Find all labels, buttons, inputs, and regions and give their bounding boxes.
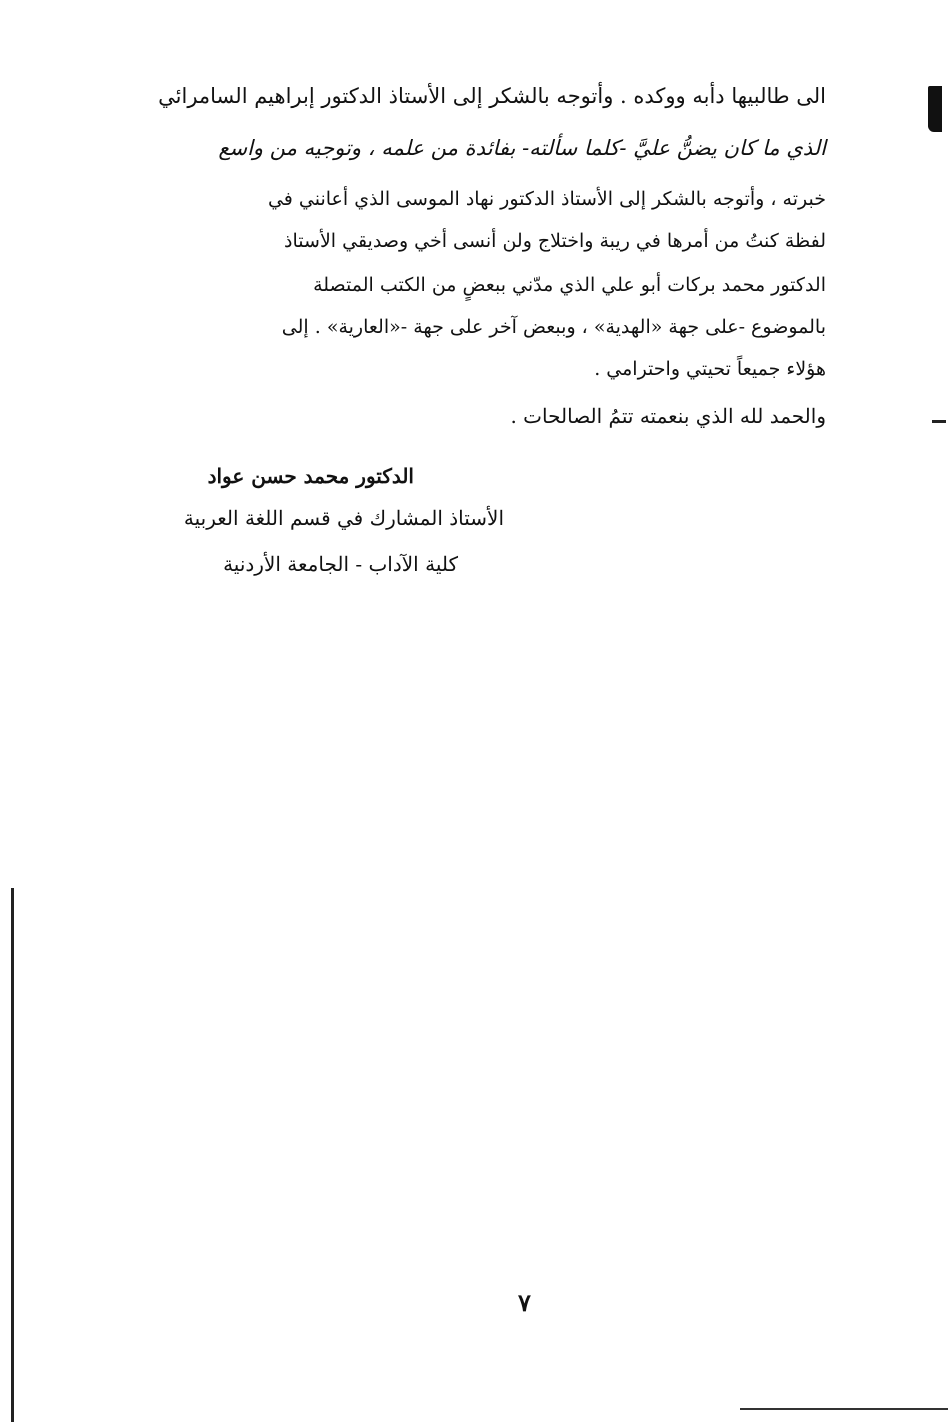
page-number: ٧ [518,1288,531,1317]
author-name: الدكتور محمد حسن عواد [207,464,414,488]
paragraph-line-6: بالموضوع -على جهة «الهدية» ، وببعض آخر على جهة -«العارية» . إلى [281,316,826,338]
author-position: الأستاذ المشارك في قسم اللغة العربية [183,506,504,530]
scan-edge-tick [932,420,946,423]
paragraph-line-7: هؤلاء جميعاً تحيتي واحترامي . [594,358,826,380]
paragraph-line-1: الى طالبيها دأبه ووكده . وأتوجه بالشكر إلى الأستاذ الدكتور إبراهيم السامرائي [158,84,826,108]
paragraph-line-2: الذي ما كان يضنُّ عليَّ -كلما سألته- بفائدة من علمه ، وتوجيه من واسع [218,136,826,160]
scan-edge-mark [928,86,942,132]
scan-left-border [11,888,14,1422]
closing-line: والحمد لله الذي بنعمته تتمُ الصالحات . [510,404,826,428]
paragraph-line-3: خبرته ، وأتوجه بالشكر إلى الأستاذ الدكتور نهاد الموسى الذي أعانني في [267,188,826,210]
scan-bottom-line [740,1408,948,1410]
paragraph-line-4: لفظة كنتُ من أمرها في ريبة واختلاج ولن أنسى أخي وصديقي الأستاذ [284,230,826,252]
author-affiliation: كلية الآداب - الجامعة الأردنية [223,552,458,576]
paragraph-line-5: الدكتور محمد بركات أبو علي الذي مدّني ببعضٍ من الكتب المتصلة [313,274,826,296]
acknowledgement-paragraph [106,86,826,396]
